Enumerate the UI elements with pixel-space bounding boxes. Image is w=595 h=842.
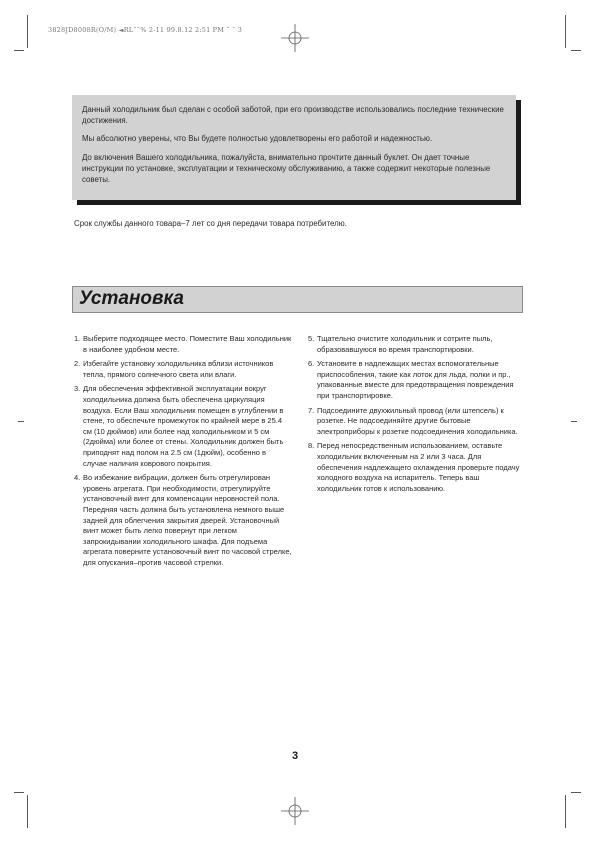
crop-mark-bottom-right-h [571,792,581,793]
crop-mark-top-right-h [571,50,581,51]
crop-mark-top-left-v [27,15,28,48]
list-item-text: Тщательно очистите холодильник и сотрите пыль, образовавшуюся во время транспортировки. [317,334,493,354]
list-item-number: 4. [74,473,81,483]
list-item-number: 3. [74,384,81,394]
intro-box [72,95,516,200]
list-item [308,334,523,355]
print-header: 3828JD8008R(O/M) ◄RL˜˜% 2-11 99.8.12 2:51 PM ˜ ˜ 3 [48,26,243,34]
steps-column-right [308,334,523,498]
list-item [74,473,292,568]
section-title: Установка [79,288,184,309]
intro-panel [72,95,521,205]
list-item-text: Перед непосредственным использованием, оставьте холодильник включенным на 2 или 3 часа. Для обеспечения надлежащего охлаждения проверьте подачу холодного воздуха на испаритель. Теперь ваш холодильник готов к использованию. [317,441,520,493]
service-life-note: Срок службы данного товара–7 лет со дня передачи товара потребителю. [74,219,347,228]
registration-mark-top-icon [281,24,309,52]
list-item [74,334,292,355]
list-item-text: Избегайте установку холодильника вблизи источников тепла, прямого солнечного света или влаги. [83,359,274,379]
section-header [72,286,523,313]
list-item-number: 7. [308,405,315,415]
intro-paragraph-1: Данный холодильник был сделан с особой заботой, при его производстве использовались последние технические достижения. [82,105,504,126]
crop-mark-bottom-left-v [27,795,28,828]
crop-mark-bottom-left-h [14,792,24,793]
list-item-number: 8. [308,441,315,451]
list-item [308,359,523,401]
page-number: 3 [292,750,299,762]
steps-column-left [74,334,292,572]
registration-mark-bottom-icon [281,797,309,825]
intro-paragraph-2: Мы абсолютно уверены, что Вы будете полностью удовлетворены его работой и надежностью. [82,134,433,144]
list-item-text: Во избежание вибрации, должен быть отрегулирован уровень агрегата. При необходимости, отрегулируйте установочный винт для компенсации неровностей пола. Передняя часть должна быть установлена немного выше задней для облегчения закрытия дверей. Установочный винт может быть легко повернут при легком запрокидывании холодильного шкафа. Для подъема агрегата поверните установочный винт по часовой стрелке, для опускания–против часовой стрелки. [83,473,292,567]
list-item-number: 6. [308,359,315,369]
list-item-number: 5. [308,334,315,343]
list-item [74,359,292,380]
list-item [308,406,523,438]
crop-mark-mid-left [18,421,24,422]
crop-mark-top-right-v [565,15,566,48]
list-item-text: Для обеспечения эффективной эксплуатации вокруг холодильника должна быть обеспечена циркуляция воздуха. Если Ваш холодильник помещен в углублении в стене, то обеспечьте промежуток по крайней мере в 25.4 см (10 дюймов) или более над холодильником и 5 см (2дюйма) или более от стены. Холодильник должен быть приподнят над полом на 2.5 см (1дюйм), особенно в случае наличия коврового покрытия. [83,384,284,468]
crop-mark-top-left-h [14,50,24,51]
list-item [308,441,523,494]
list-item-number: 2. [74,359,81,369]
list-item-text: Подсоедините двухжильный провод (или штепсель) к розетке. Не подсоединяйте другие бытовые электроприборы к розетке подсоединения холодильника. [317,405,518,436]
list-item-text: Выберите подходящее место. Поместите Ваш холодильник в наиболее удобном месте. [83,334,292,354]
intro-paragraph-3: До включения Вашего холодильника, пожалуйста, внимательно прочтите данный буклет. Он дает точные инструкции по установке, эксплуатации и техническому обслуживанию, а также содержит некоторые полезные советы. [82,152,491,185]
crop-mark-mid-right [571,421,577,422]
crop-mark-bottom-right-v [565,795,566,828]
list-item [74,384,292,469]
list-item-text: Установите в надлежащих местах вспомогательные приспособления, такие как лоток для льда, полки и пр., упакованные вместе для предотвращения повреждения при транспортировке. [317,359,514,400]
list-item-number: 1. [74,334,81,343]
